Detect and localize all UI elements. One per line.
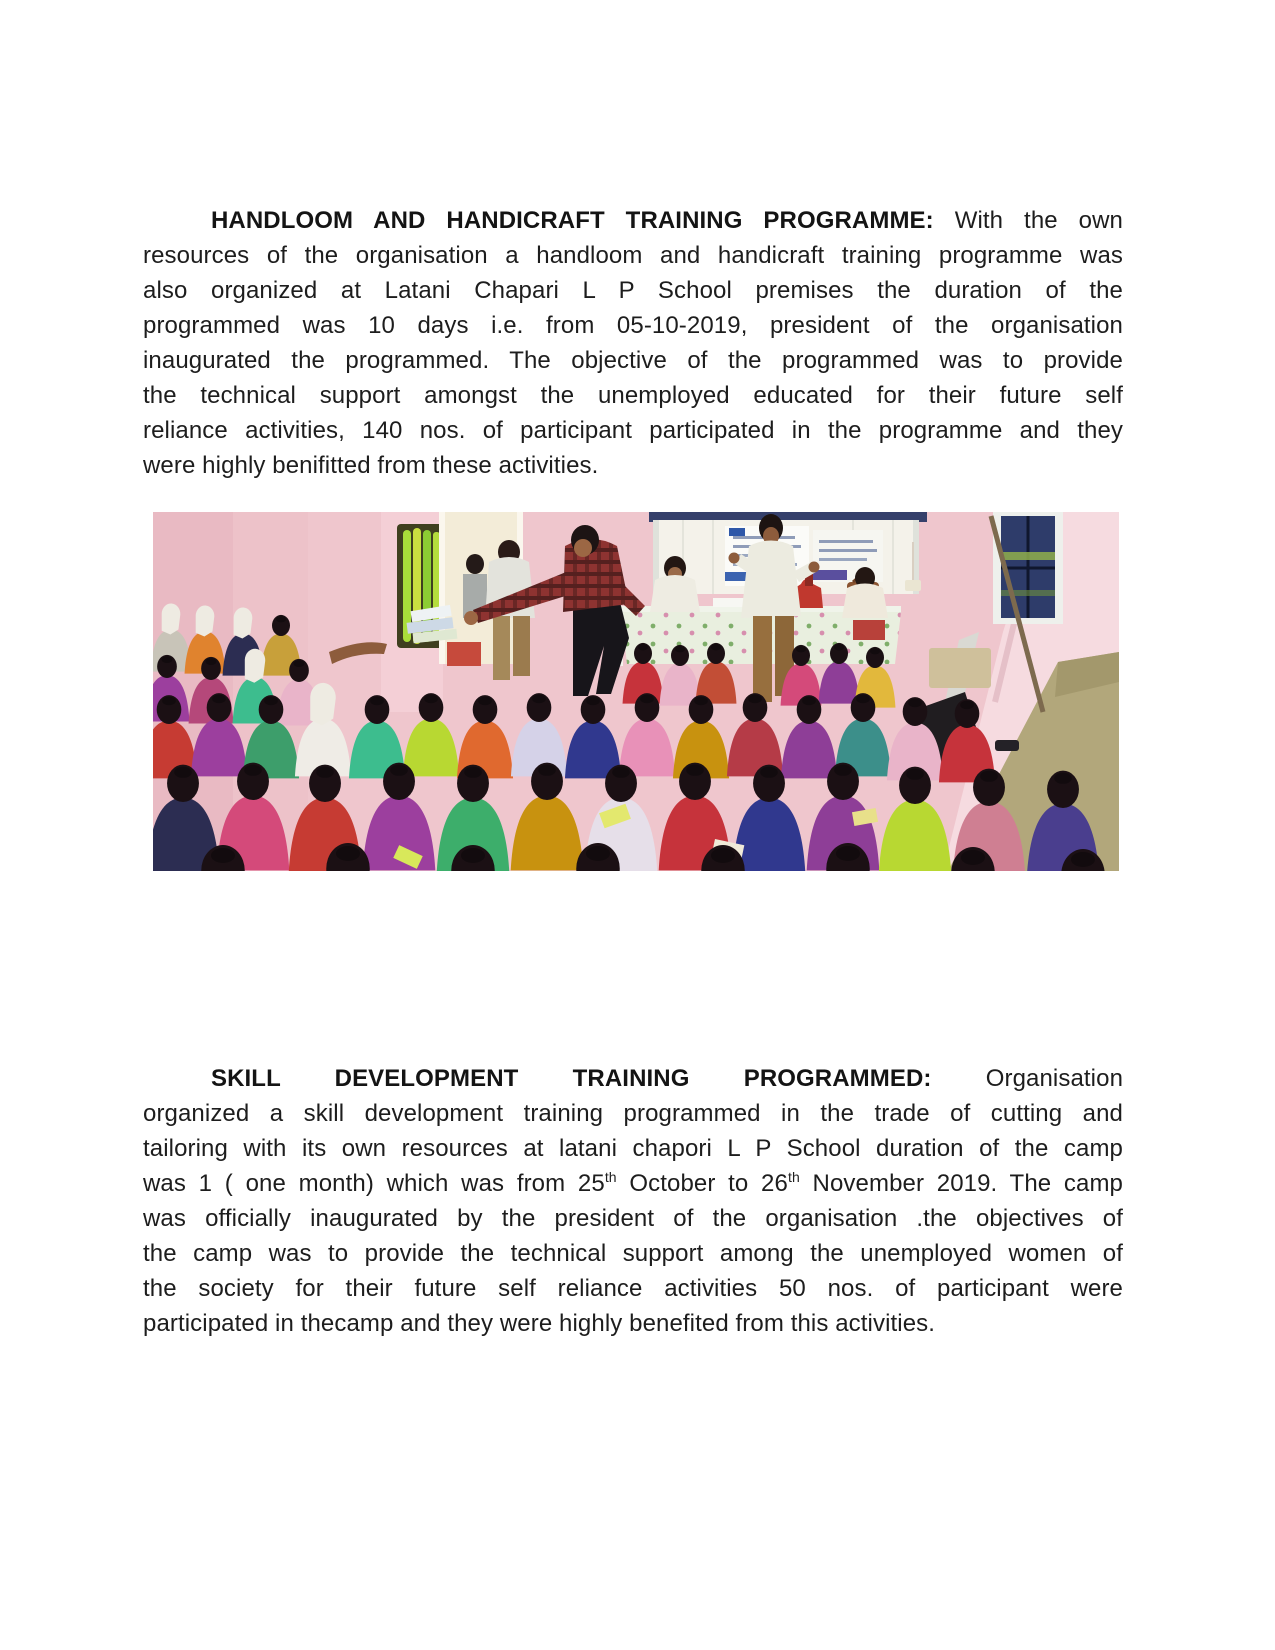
body-text: Organisation [931,1065,1124,1092]
body-text: was officially inaugurated by the president of the organisation .the objectives of [143,1205,1123,1232]
text-line [143,1096,1123,1131]
body-text: November 2019. The camp [799,1170,1123,1197]
text-line [143,1131,1123,1166]
body-text: were highly benifitted from these activities. [143,452,599,479]
body-text: tailoring with its own resources at latani chapori L P School duration of the camp [143,1135,1123,1162]
body-text: the camp was to provide the technical support among the unemployed women of [143,1240,1123,1267]
body-text: participated in thecamp and they were highly benefited from this activities. [143,1310,936,1337]
light-switch [905,580,921,591]
body-text: resources of the organisation a handloom and handicraft training programme was [143,242,1123,269]
text-line [143,1201,1123,1236]
body-text: October to 26 [616,1170,788,1197]
text-line [143,1271,1123,1306]
text-line [143,203,1123,238]
handout-packets [407,605,458,643]
text-line [143,343,1123,378]
heading-text: HANDLOOM AND HANDICRAFT TRAINING PROGRAMME: [211,207,934,234]
paragraph-handloom-training [143,203,1123,483]
text-line [143,413,1123,448]
text-line [143,1236,1123,1271]
body-text: reliance activities, 140 nos. of participant participated in the programme and they [143,417,1123,444]
superscript-text: th [604,1169,617,1185]
text-line [143,378,1123,413]
superscript-text: th [787,1169,800,1185]
body-text: was 1 ( one month) which was from 25 [143,1170,605,1197]
body-text: With the own [933,207,1123,234]
body-text: inaugurated the programmed. The objective of the programmed was to provide [143,347,1123,374]
body-text: programmed was 10 days i.e. from 05-10-2019, president of the organisation [143,312,1123,339]
training-photo-illustration [153,512,1119,871]
text-line [143,273,1123,308]
body-text: the society for their future self reliance activities 50 nos. of participant were [143,1275,1123,1302]
heading-text: SKILL DEVELOPMENT TRAINING PROGRAMMED: [211,1065,932,1092]
text-line [143,448,1123,483]
body-text: organized a skill development training programmed in the trade of cutting and [143,1100,1123,1127]
text-line [143,1166,1123,1201]
text-line [143,1061,1123,1096]
text-line [143,238,1123,273]
training-photo [153,512,1119,871]
text-line [143,308,1123,343]
text-line [143,1306,1123,1341]
body-text: the technical support amongst the unemployed educated for their future self [143,382,1123,409]
paragraph-skill-development [143,1061,1123,1341]
body-text: also organized at Latani Chapari L P School premises the duration of the [143,277,1123,304]
